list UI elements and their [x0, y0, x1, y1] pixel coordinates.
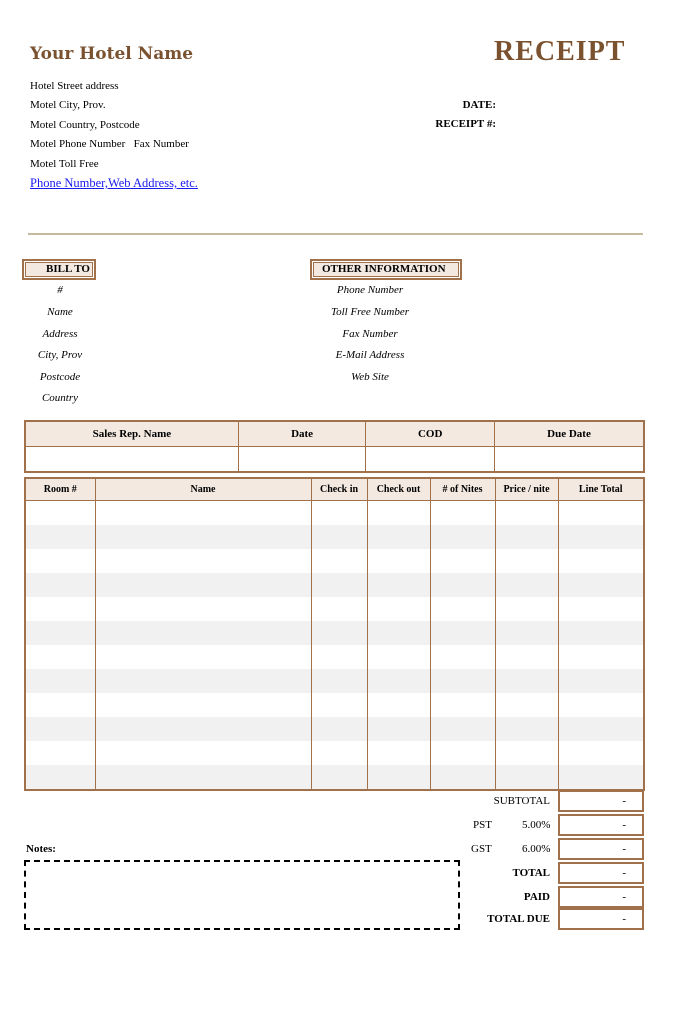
sales-info-table	[24, 420, 645, 473]
table-cell[interactable]	[558, 741, 644, 765]
table-cell[interactable]	[95, 717, 311, 741]
receipt-number-label: RECEIPT #:	[435, 118, 496, 130]
table-cell[interactable]	[95, 741, 311, 765]
table-cell[interactable]	[367, 549, 430, 573]
table-cell[interactable]	[95, 693, 311, 717]
table-cell[interactable]	[95, 501, 311, 526]
bill-to-title: BILL TO	[22, 259, 96, 280]
subtotal-value[interactable]: -	[558, 790, 644, 812]
items-table	[24, 477, 645, 791]
table-cell[interactable]	[95, 549, 311, 573]
table-cell[interactable]	[367, 669, 430, 693]
table-cell[interactable]	[558, 573, 644, 597]
table-cell[interactable]	[367, 717, 430, 741]
table-cell[interactable]	[311, 621, 367, 645]
table-cell[interactable]	[558, 621, 644, 645]
table-cell[interactable]	[495, 645, 558, 669]
table-cell[interactable]	[25, 549, 95, 573]
table-row	[25, 573, 644, 597]
other-info-website: Web Site	[351, 371, 389, 383]
table-row	[25, 717, 644, 741]
table-cell[interactable]	[430, 693, 495, 717]
table-cell[interactable]	[367, 765, 430, 790]
table-cell[interactable]	[311, 573, 367, 597]
receipt-title: RECEIPT	[494, 36, 626, 67]
table-cell[interactable]	[311, 741, 367, 765]
table-row	[25, 741, 644, 765]
bill-to-name: Name	[47, 306, 73, 318]
table-row	[25, 693, 644, 717]
table-cell[interactable]	[558, 549, 644, 573]
table-cell[interactable]	[95, 525, 311, 549]
table-cell[interactable]	[430, 717, 495, 741]
gst-label: GST	[471, 843, 492, 855]
sales-cod-cell[interactable]	[366, 447, 495, 473]
table-cell[interactable]	[25, 525, 95, 549]
table-cell[interactable]	[311, 765, 367, 790]
table-cell[interactable]	[495, 597, 558, 621]
other-info-fax: Fax Number	[342, 328, 398, 340]
check-in-header: Check in	[311, 478, 367, 501]
table-cell[interactable]	[495, 765, 558, 790]
subtotal-label: SUBTOTAL	[493, 795, 550, 807]
table-cell[interactable]	[25, 501, 95, 526]
pst-rate: 5.00%	[522, 819, 551, 831]
room-number-header: Room #	[25, 478, 95, 501]
paid-label: PAID	[523, 891, 550, 903]
table-cell[interactable]	[495, 525, 558, 549]
table-cell[interactable]	[558, 717, 644, 741]
table-cell[interactable]	[311, 525, 367, 549]
total-value[interactable]: -	[558, 862, 644, 884]
table-cell[interactable]	[25, 717, 95, 741]
total-due-value[interactable]: -	[558, 908, 644, 930]
table-row	[25, 501, 644, 526]
line-total-header: Line Total	[558, 478, 644, 501]
table-cell[interactable]	[95, 645, 311, 669]
table-cell[interactable]	[311, 717, 367, 741]
other-info-email: E-Mail Address	[335, 349, 405, 361]
table-cell[interactable]	[558, 525, 644, 549]
table-cell[interactable]	[430, 549, 495, 573]
table-cell[interactable]	[430, 741, 495, 765]
table-row	[25, 549, 644, 573]
total-due-label: TOTAL DUE	[487, 913, 550, 925]
bill-to-number: #	[57, 284, 63, 296]
sales-rep-header: Sales Rep. Name	[25, 421, 238, 447]
table-cell[interactable]	[495, 717, 558, 741]
table-cell[interactable]	[430, 669, 495, 693]
table-cell[interactable]	[25, 765, 95, 790]
table-cell[interactable]	[430, 621, 495, 645]
sales-due-date-cell[interactable]	[494, 447, 644, 473]
table-cell[interactable]	[367, 597, 430, 621]
table-cell[interactable]	[495, 669, 558, 693]
table-cell[interactable]	[25, 669, 95, 693]
bill-to-country: Country	[41, 392, 79, 404]
check-out-header: Check out	[367, 478, 430, 501]
address-line-street: Hotel Street address	[30, 80, 119, 92]
table-cell[interactable]	[430, 765, 495, 790]
table-cell[interactable]	[558, 645, 644, 669]
table-cell[interactable]	[25, 597, 95, 621]
address-line-phone: Motel Phone Number Fax Number	[30, 138, 189, 150]
table-row	[25, 597, 644, 621]
sales-due-date-header: Due Date	[494, 421, 644, 447]
table-cell[interactable]	[311, 597, 367, 621]
table-cell[interactable]	[495, 549, 558, 573]
table-cell[interactable]	[25, 621, 95, 645]
date-label: DATE:	[462, 99, 496, 111]
table-cell[interactable]	[558, 669, 644, 693]
table-cell[interactable]	[558, 693, 644, 717]
sales-date-cell[interactable]	[238, 447, 366, 473]
table-row	[25, 621, 644, 645]
table-cell[interactable]	[558, 765, 644, 790]
table-cell[interactable]	[495, 741, 558, 765]
table-cell[interactable]	[311, 669, 367, 693]
guest-name-header: Name	[95, 478, 311, 501]
table-cell[interactable]	[95, 597, 311, 621]
bill-to-postcode: Postcode	[39, 371, 81, 383]
table-cell[interactable]	[430, 573, 495, 597]
gst-rate: 6.00%	[522, 843, 551, 855]
table-cell[interactable]	[495, 693, 558, 717]
table-cell[interactable]	[558, 597, 644, 621]
table-cell[interactable]	[367, 741, 430, 765]
table-cell[interactable]	[95, 621, 311, 645]
notes-box[interactable]	[24, 860, 460, 930]
bill-to-city: City, Prov	[37, 349, 83, 361]
table-cell[interactable]	[25, 573, 95, 597]
address-line-country: Motel Country, Postcode	[30, 119, 140, 131]
contact-link[interactable]: Phone Number,Web Address, etc.	[30, 176, 198, 190]
other-information-title: OTHER INFORMATION	[310, 259, 462, 280]
table-cell[interactable]	[495, 573, 558, 597]
table-cell[interactable]	[430, 525, 495, 549]
table-cell[interactable]	[95, 669, 311, 693]
table-cell[interactable]	[430, 645, 495, 669]
address-line-tollfree: Motel Toll Free	[30, 158, 99, 170]
table-cell[interactable]	[95, 573, 311, 597]
table-cell[interactable]	[367, 573, 430, 597]
table-cell[interactable]	[558, 501, 644, 526]
table-cell[interactable]	[430, 597, 495, 621]
bill-to-address: Address	[42, 328, 78, 340]
sales-rep-cell[interactable]	[25, 447, 238, 473]
table-cell[interactable]	[495, 501, 558, 526]
paid-value[interactable]: -	[558, 886, 644, 908]
gst-value[interactable]: -	[558, 838, 644, 860]
table-cell[interactable]	[25, 693, 95, 717]
table-cell[interactable]	[25, 741, 95, 765]
total-label: TOTAL	[512, 867, 550, 879]
table-cell[interactable]	[367, 693, 430, 717]
table-cell[interactable]	[430, 501, 495, 526]
table-cell[interactable]	[95, 765, 311, 790]
table-cell[interactable]	[25, 645, 95, 669]
table-row	[25, 645, 644, 669]
sales-date-header: Date	[238, 421, 366, 447]
pst-value[interactable]: -	[558, 814, 644, 836]
address-line-city: Motel City, Prov.	[30, 99, 106, 111]
pst-label: PST	[473, 819, 492, 831]
header-divider	[28, 233, 643, 235]
table-cell[interactable]	[311, 549, 367, 573]
hotel-name: Your Hotel Name	[30, 44, 194, 64]
table-cell[interactable]	[311, 693, 367, 717]
sales-cod-header: COD	[366, 421, 495, 447]
other-info-phone: Phone Number	[336, 284, 404, 296]
table-cell[interactable]	[367, 525, 430, 549]
price-per-nite-header: Price / nite	[495, 478, 558, 501]
table-cell[interactable]	[367, 621, 430, 645]
table-cell[interactable]	[367, 501, 430, 526]
nites-header: # of Nites	[430, 478, 495, 501]
other-info-tollfree: Toll Free Number	[330, 306, 410, 318]
table-cell[interactable]	[311, 501, 367, 526]
notes-label: Notes:	[26, 843, 56, 855]
table-cell[interactable]	[367, 645, 430, 669]
table-cell[interactable]	[495, 621, 558, 645]
table-row	[25, 669, 644, 693]
table-row	[25, 765, 644, 790]
table-cell[interactable]	[311, 645, 367, 669]
table-row	[25, 525, 644, 549]
